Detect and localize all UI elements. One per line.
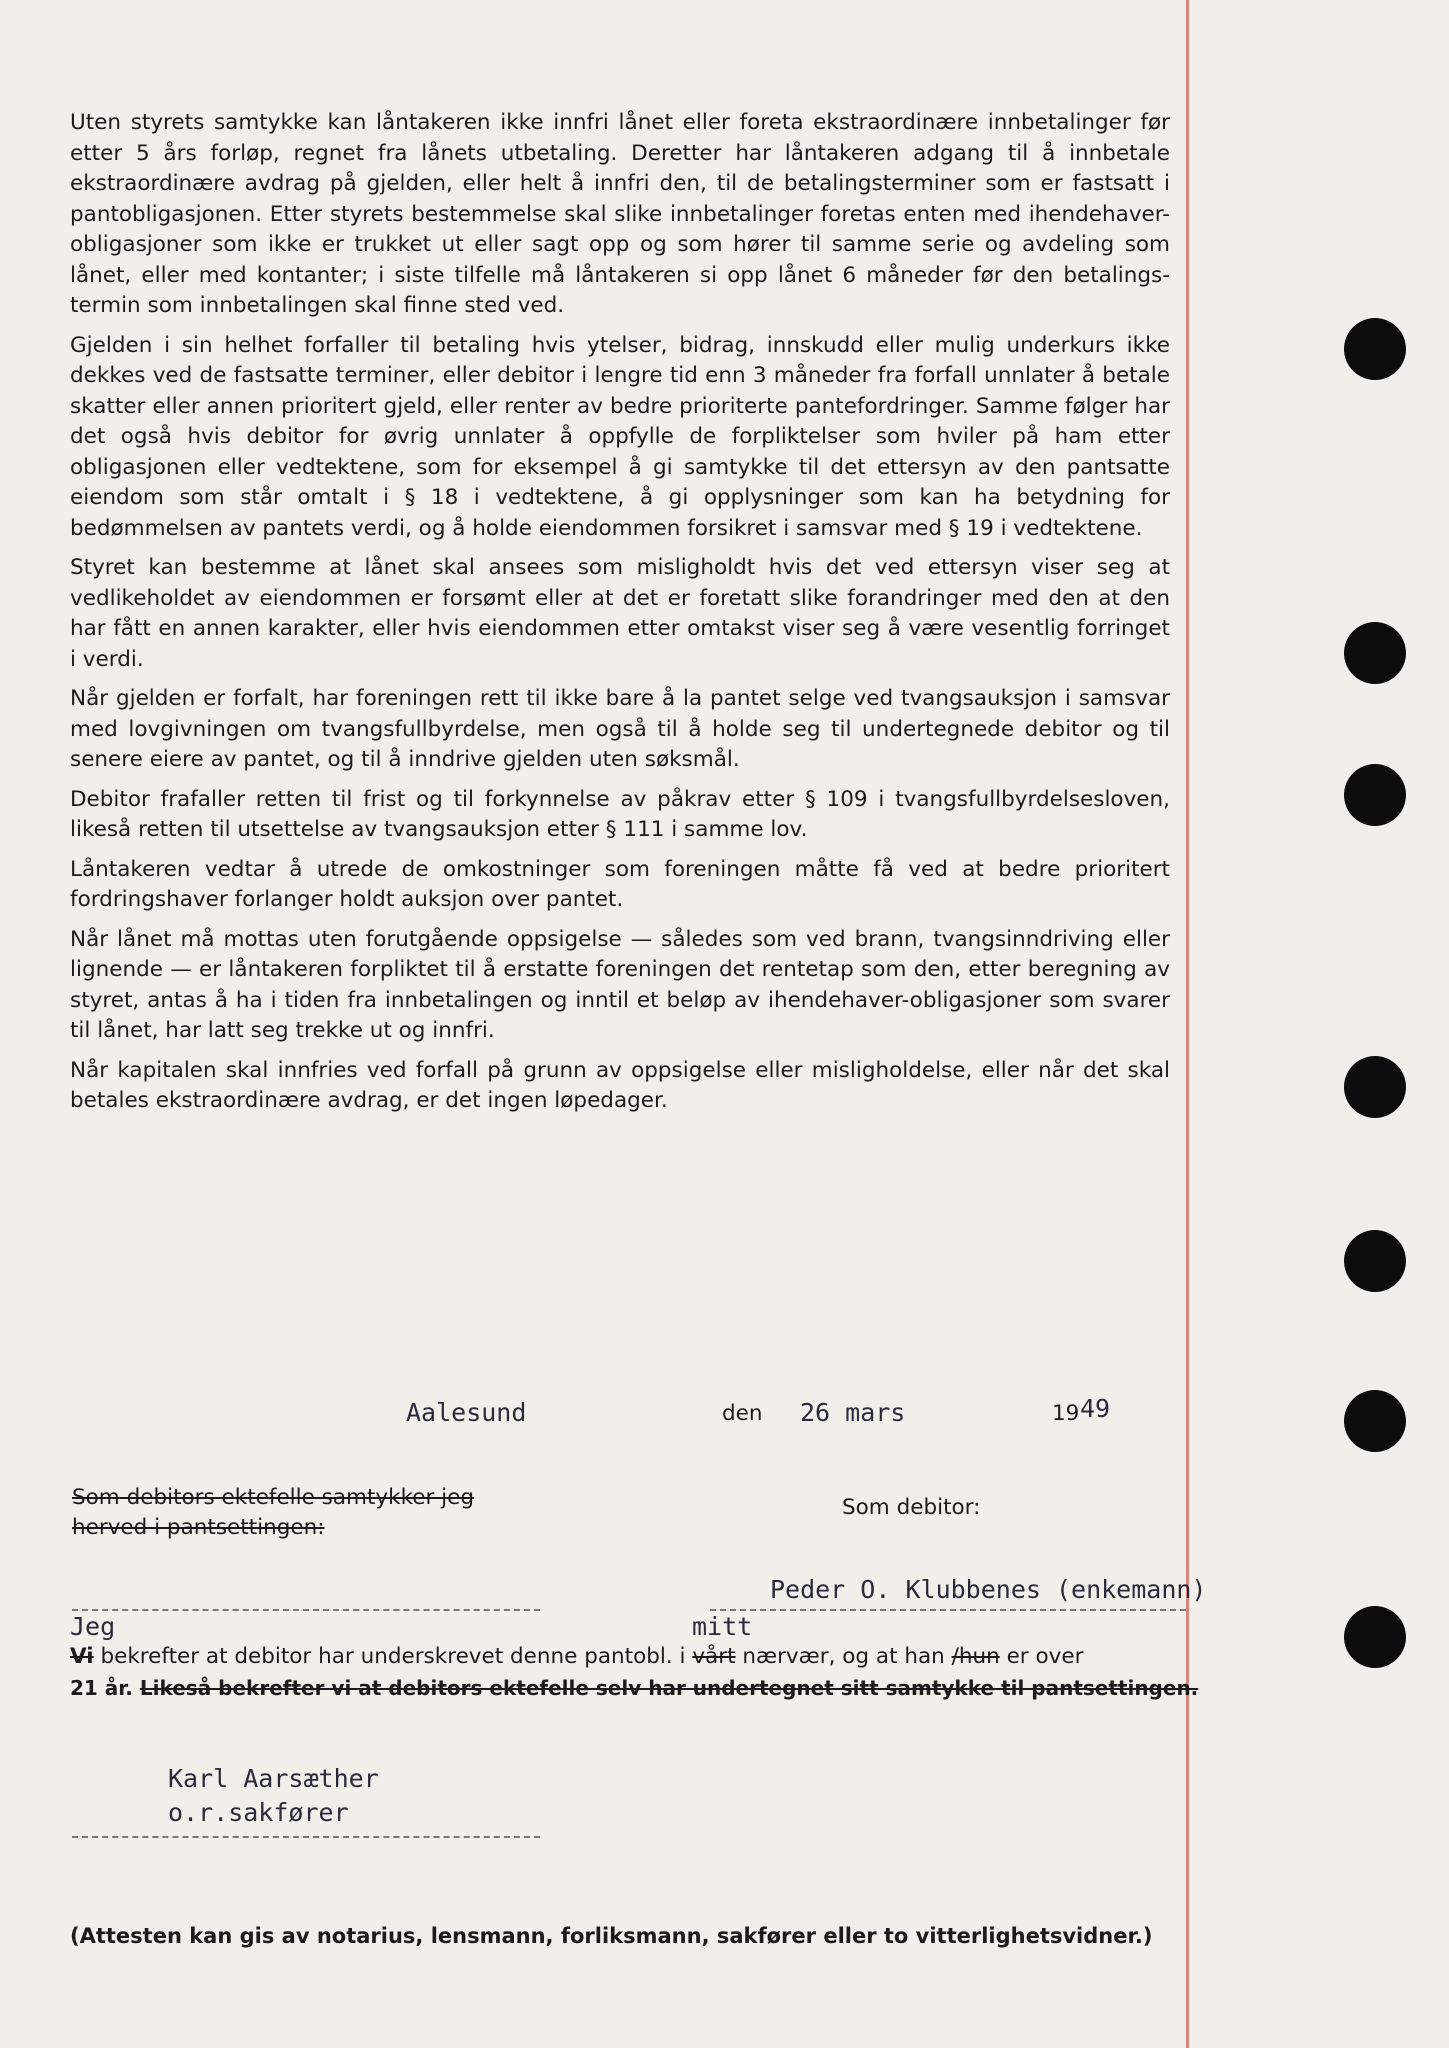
punch-hole (1344, 1390, 1406, 1452)
attestation-spouse-confirm: Likeså bekrefter vi at debitors ektefelle selv har undertegnet sitt samtykke til pantsettingen. (139, 1676, 1199, 1700)
punch-hole (1344, 1230, 1406, 1292)
debtor-label: Som debitor: (842, 1495, 981, 1520)
witness-signature-line (72, 1836, 540, 1838)
paragraph: Når gjelden er forfalt, har foreningen rett til ikke bare å la pantet selge ved tvangsauksjon i samsvar med lovgivningen om tvangsfullbyrdelse, men også til å holde seg til undertegnede debitor og til senere eiere av pantet, og til å inndrive gjelden uten søksmål. (70, 686, 1170, 772)
attestation-text-b: nærvær, og at han (735, 1644, 952, 1669)
den-label: den (722, 1401, 763, 1426)
place-name: Aalesund (406, 1398, 527, 1427)
paragraph: Gjelden i sin helhet forfaller til betaling hvis ytelser, bidrag, innskudd eller mulig underkurs ikke dekkes ved de fastsatte terminer, eller debitor i lengre tid enn 3 måneder fra forfall unnlater å betale skatter eller annen prioritert gjeld, eller renter av bedre prioriterte pantefordringer. Samme følger har det også hvis debitor for øvrig unnlater å oppfylle de forpliktelser som hviler på ham etter obligasjonen eller vedtektene, som for eksempel å gi samtykke til det ettersyn av den pantsatte eiendom som står omtalt i § 18 i vedtektene, å gi opplysninger som kan ha betydning for bedømmelsen av pantets verdi, og å holde eiendommen forsikret i samsvar med § 19 i vedtektene. (70, 332, 1170, 541)
paragraph: Styret kan bestemme at lånet skal ansees som misligholdt hvis det ved ettersyn viser seg at vedlikeholdet av eiendommen er forsømt eller at det er foretatt slike forandringer med den at den har fått en annen karakter, eller hvis eiendommen etter omtakst viser seg å være vesentlig forringet i verdi. (70, 555, 1170, 672)
paragraph: Når lånet må mottas uten forutgående oppsigelse — således som ved brann, tvangsinndriving eller lignende — er låntakeren forpliktet til å erstatte foreningen det rentetap som den, etter beregning av styret, antas å ha i tiden fra innbetalingen og inntil et beløp av ihendehaver-obligasjoner som svarer til lånet, har latt seg trekke ut og innfri. (70, 926, 1170, 1043)
paragraph: Når kapitalen skal innfries ved forfall på grunn av oppsigelse eller misligholdelse, eller når det skal betales ekstraordinære avdrag, er det ingen løpedager. (70, 1057, 1170, 1113)
attestation-footnote: (Attesten kan gis av notarius, lensmann, forliksmann, sakfører eller to vitterlighetsvidner.) (70, 1924, 1153, 1948)
witness-name: Karl Aarsæther (168, 1764, 379, 1793)
spouse-consent-line1: Som debitors ektefelle samtykker jeg (72, 1485, 475, 1510)
debtor-signature-line (710, 1609, 1186, 1611)
punch-hole (1344, 622, 1406, 684)
debtor-signature: Peder O. Klubbenes (enkemann) (770, 1575, 1207, 1604)
paragraph: Debitor frafaller retten til frist og til forkynnelse av påkrav etter § 109 i tvangsfullbyrdelsesloven, likeså retten til utsettelse av tvangsauksjon etter § 111 i samme lov. (70, 786, 1170, 842)
attestation-vi: Vi (70, 1644, 94, 1669)
spouse-consent-line2: herved i pantsettingen: (72, 1515, 325, 1540)
attestation-line2 (70, 1676, 1199, 1700)
attestation-text-c: er over (999, 1644, 1084, 1669)
paragraph: Uten styrets samtykke kan låntakeren ikke innfri lånet eller foreta ekstraordinære innbetalinger før etter 5 års forløp, regnet fra lånets utbetaling. Deretter har låntakeren adgang til å innbetale ekstraordinære avdrag på gjelden, eller helt å innfri den, til de betalingsterminer som er fastsatt i pantobligasjonen. Etter styrets bestemmelse skal slike innbetalinger foretas enten med ihendehaver-obligasjoner som ikke er trukket ut eller sagt opp og som hører til samme serie og avdeling som lånet, eller med kontanter; i siste tilfelle må låntakeren si opp lånet 6 måneder før den betalings-termin som innbetalingen skal finne sted ved. (70, 110, 1170, 318)
year-prefix: 19 (1052, 1401, 1080, 1426)
date-value: 26 mars (800, 1398, 906, 1427)
attestation-text-a: bekrefter at debitor har underskrevet denne pantobl. i (93, 1644, 693, 1669)
witness-title: o.r.sakfører (168, 1798, 349, 1827)
spouse-signature-line (72, 1609, 540, 1611)
attestation-line1 (70, 1644, 1190, 1669)
punch-hole (1344, 1606, 1406, 1668)
punch-hole (1344, 1056, 1406, 1118)
punch-hole (1344, 318, 1406, 380)
year-suffix: 49 (1080, 1394, 1111, 1423)
attestation-mitt: mitt (692, 1612, 753, 1641)
attestation-age: 21 år. (70, 1676, 140, 1700)
punch-hole (1344, 764, 1406, 826)
attestation-hun: /hun (951, 1644, 1000, 1669)
terms-text (70, 108, 1170, 1126)
attestation-vaart: vårt (692, 1644, 736, 1669)
paragraph: Låntakeren vedtar å utrede de omkostninger som foreningen måtte få ved at bedre prioritert fordringshaver forlanger holdt auksjon over pantet. (70, 856, 1170, 912)
margin-line (1186, 0, 1189, 2048)
attestation-jeg: Jeg (70, 1612, 116, 1641)
